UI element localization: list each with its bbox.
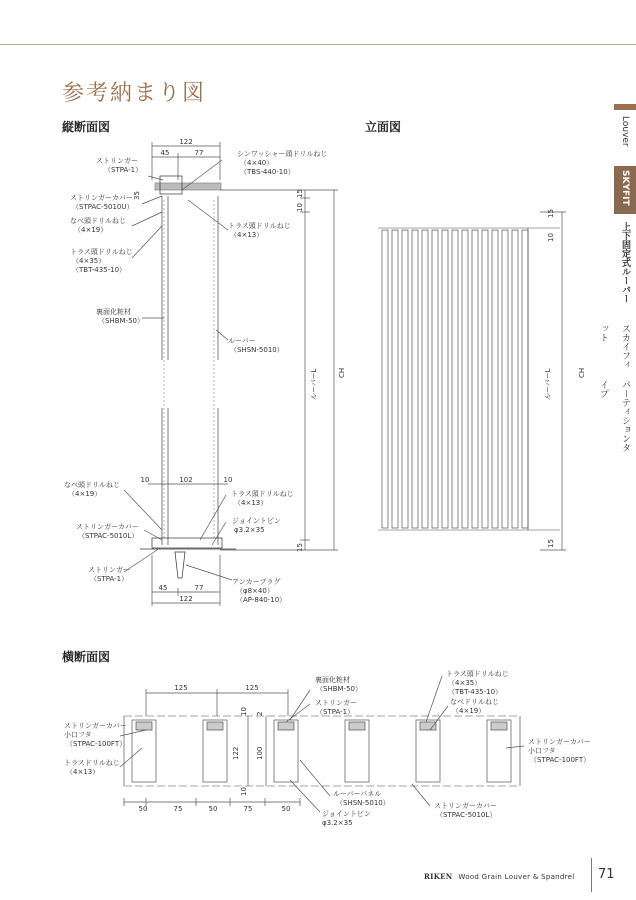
elevation-slat (522, 230, 528, 528)
dim-side-10: 10 (296, 203, 304, 212)
h-dim-bottom-4: 75 (243, 805, 253, 813)
side-tab-category: Louver (620, 116, 630, 147)
label-back-finish: 裏面化粧材（SHBM-50） (96, 308, 144, 325)
h-dim-top-1: 125 (174, 684, 188, 692)
elevation-slats (382, 230, 528, 528)
h-label-louver-panel: ルーバーパネル（SHSN-5010） (333, 790, 390, 807)
dim-side-15-bottom: 15 (296, 543, 304, 552)
h-label-joint-pin: ジョイントピン φ3.2×35 (322, 810, 371, 827)
section-title-elevation: 立面図 (365, 120, 402, 134)
height-louver-label: ルーバーL (310, 368, 318, 400)
label-washer-screw: シンワッシャー頭ドリルねじ（4×40）（TBS-440-10） (237, 150, 328, 176)
elevation-slat (412, 230, 418, 528)
dim-bottom-right: 77 (194, 584, 204, 592)
h-label-truss-screw-35: トラス頭ドリルねじ（4×35）（TBT-435-10） (446, 670, 509, 696)
footer-tagline: Wood Grain Louver & Spandrel (458, 873, 575, 881)
brand-logo: RIKEN (424, 872, 453, 881)
elevation-slat (392, 230, 398, 528)
h-dim-vert-122: 122 (232, 746, 240, 760)
elevation-slat (472, 230, 478, 528)
dim-side-15-top: 15 (296, 189, 304, 198)
page-title: 参考納まり図 (62, 81, 207, 106)
h-label-back-finish: 裏面化粧材（SHBM-50） (315, 676, 362, 693)
side-tab-sub1: スカイフィット (598, 324, 630, 369)
label-stringer-bottom: ストリンガー（STPA-1） (88, 566, 130, 583)
dim-top-left: 45 (160, 149, 170, 157)
label-stringer-cover-u: ストリンガーカバー（STPAC-5010U） (70, 194, 134, 211)
h-dim-bottom-5: 50 (281, 805, 291, 813)
elev-dim-15-top: 15 (547, 209, 555, 218)
elev-dim-15-bottom: 15 (547, 539, 555, 548)
h-label-end-cap-left: ストリンガーカバー小口フタ（STPAC-100FT） (64, 722, 127, 748)
side-tab-marker (614, 104, 636, 110)
elevation-slat (512, 230, 518, 528)
elevation-slat (402, 230, 408, 528)
h-dim-vert-10-top: 10 (240, 707, 248, 716)
side-tab-series: SKYFIT (614, 166, 636, 214)
horizontal-stringer (491, 722, 507, 730)
elevation-slat (452, 230, 458, 528)
side-tab-sub2: パーティションタイプ (598, 380, 630, 452)
horizontal-section-drawing (40, 670, 600, 835)
dim-bottom-mid-right: 10 (223, 476, 233, 484)
section-title-vertical: 縦断面図 (62, 120, 111, 134)
label-anchor-plug: アンカープラグ（φ8×40）（AP-840-10） (232, 578, 287, 604)
footer-brand (424, 872, 575, 881)
label-truss-screw-13-bottom: トラス頭ドリルねじ（4×13） (231, 490, 294, 507)
dim-top-total: 122 (179, 138, 193, 146)
dim-bottom-mid-left: 10 (140, 476, 150, 484)
horizontal-stringer (207, 722, 223, 730)
horizontal-stringer (136, 722, 152, 730)
h-dim-bottom-1: 50 (138, 805, 148, 813)
h-label-end-cap-right: ストリンガーカバー小口フタ（STPAC-100FT） (528, 738, 591, 764)
label-stringer-cover-l: ストリンガーカバー（STPAC-5010L） (76, 523, 139, 540)
footer-separator (591, 858, 592, 892)
dim-bottom-total: 122 (179, 595, 193, 603)
h-dim-top-2: 125 (245, 684, 259, 692)
vertical-section-drawing (0, 130, 360, 620)
page-number: 71 (598, 867, 615, 882)
h-dim-bottom-3: 50 (208, 805, 218, 813)
elevation-slat (382, 230, 388, 528)
h-label-truss-screw: トラスドリルねじ（4×13） (64, 759, 120, 776)
section-title-horizontal: 横断面図 (62, 650, 111, 664)
dim-side-35: 35 (133, 191, 141, 200)
elev-dim-10: 10 (547, 233, 555, 242)
h-dim-bottom-2: 75 (173, 805, 183, 813)
h-label-pan-screw: なべドリルねじ（4×19） (450, 698, 499, 715)
label-truss-screw-35: トラス頭ドリルねじ（4×35）（TBT-435-10） (70, 248, 133, 274)
dim-bottom-mid: 102 (179, 476, 193, 484)
h-label-stringer: ストリンガー（STPA-1） (315, 699, 357, 716)
label-stringer-top: ストリンガー（STPA-1） (96, 157, 143, 174)
header-rule (0, 44, 636, 45)
h-dim-vert-2: 2 (256, 711, 264, 716)
label-joint-pin: ジョイントピン φ3.2×35 (232, 517, 281, 534)
elevation-slat (492, 230, 498, 528)
side-tab-product: 上下固定式ルーバー (620, 222, 630, 303)
elevation-slat (442, 230, 448, 528)
elev-louver-label: ルーバーL (544, 368, 552, 400)
elevation-slat (422, 230, 428, 528)
label-pan-screw-top: なべ頭ドリルねじ（4×19） (70, 217, 126, 234)
label-pan-screw-bottom: なべ頭ドリルねじ（4×19） (64, 481, 120, 498)
label-louver: ルーバー（SHSN-5010） (228, 337, 284, 354)
horizontal-stringer (420, 722, 436, 730)
elevation-drawing (360, 200, 610, 560)
elevation-slat (432, 230, 438, 528)
elevation-slat (462, 230, 468, 528)
h-dim-vert-10-bottom: 10 (240, 787, 248, 796)
dim-bottom-left: 45 (158, 584, 168, 592)
dim-top-right: 77 (194, 149, 204, 157)
height-ch-label: CH (338, 367, 346, 378)
elevation-slat (502, 230, 508, 528)
elevation-slat (482, 230, 488, 528)
h-dim-vert-100: 100 (256, 746, 264, 760)
h-label-stringer-cover-l: ストリンガーカバー（STPAC-5010L） (434, 802, 497, 819)
elev-ch-label: CH (578, 367, 586, 378)
horizontal-panels (132, 720, 511, 782)
horizontal-stringer (349, 722, 365, 730)
label-truss-screw-13-top: トラス頭ドリルねじ（4×13） (228, 222, 291, 239)
horizontal-stringer (278, 722, 294, 730)
